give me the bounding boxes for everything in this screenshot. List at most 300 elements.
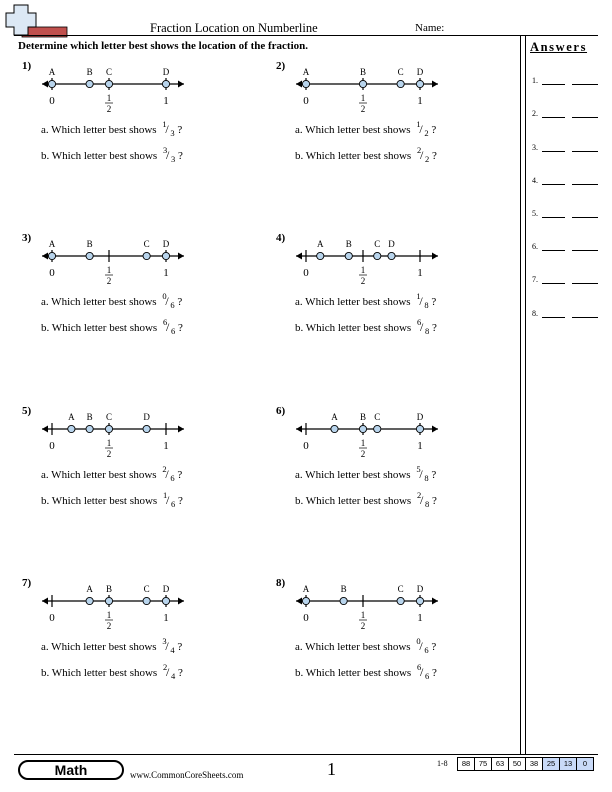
tick-label-zero: 0 [303,95,309,107]
page-number: 1 [327,759,336,779]
score-cell: 63 [491,757,509,771]
tick-label-zero: 0 [303,440,309,452]
question-text: b. Which letter best shows [295,667,412,679]
point-c [143,597,150,604]
question-mark: ? [177,667,183,679]
footer-rule [14,754,598,755]
question-mark: ? [177,469,183,481]
point-label-c: C [105,412,113,422]
point-label-a: A [317,239,324,249]
tick-label-half-denominator: 2 [360,621,366,631]
point-label-b: B [86,239,93,249]
right-arrow-icon [178,253,184,260]
answer-blank-b[interactable] [572,217,598,218]
fraction-denominator: 2 [424,154,430,164]
answer-number: 8. [532,309,538,318]
question-mark: ? [177,150,183,162]
fraction-denominator: 6 [170,499,176,509]
fraction-numerator: 2 [416,490,422,500]
question-b [41,490,183,509]
tick-label-zero: 0 [49,612,55,624]
fraction [416,145,432,164]
fraction-numerator: 3 [162,636,167,646]
fraction-numerator: 6 [416,317,422,327]
point-a [302,80,309,87]
fraction [162,490,178,509]
point-label-d: D [162,239,170,249]
score-cell: 88 [457,757,475,771]
fraction-numerator: 5 [416,464,421,474]
question-text: b. Which letter best shows [41,150,158,162]
left-arrow-icon [42,598,48,605]
tick-label-half-numerator: 1 [106,610,112,620]
point-c [397,597,404,604]
fraction-slash: / [165,122,169,136]
fraction-denominator: 3 [170,128,175,138]
score-cell: 75 [474,757,492,771]
tick-label-one: 1 [163,440,169,452]
point-c [105,425,112,432]
fraction-denominator: 6 [424,671,430,681]
tick-label-one: 1 [417,267,423,279]
answer-slot [532,109,538,118]
point-b [340,597,347,604]
fraction [162,317,178,336]
point-a [86,597,93,604]
question-text: a. Which letter best shows [295,469,411,481]
answer-blank-a[interactable] [542,250,565,251]
tick-label-one: 1 [417,440,423,452]
answer-blank-a[interactable] [542,217,565,218]
number-line [294,577,454,637]
right-arrow-icon [432,81,438,88]
fraction-numerator: 2 [162,464,167,474]
point-label-b: B [86,67,93,77]
question-mark: ? [177,124,183,136]
point-label-d: D [416,67,424,77]
number-line [40,232,200,292]
point-a [48,80,55,87]
fraction-slash: / [419,294,423,308]
tick-label-half-numerator: 1 [106,93,112,103]
problem-number: 6) [276,405,286,417]
left-arrow-icon [296,598,302,605]
fraction-numerator: 1 [416,119,421,129]
question-text: b. Which letter best shows [295,322,412,334]
footer-url: www.CommonCoreSheets.com [130,770,244,780]
tick-label-half-denominator: 2 [106,104,112,114]
point-d [143,425,150,432]
point-d [388,252,395,259]
fraction-slash: / [165,639,169,653]
answer-blank-b[interactable] [572,250,598,251]
problem-number: 3) [22,232,32,244]
point-label-b: B [345,239,352,249]
question-a [41,119,183,138]
question-a [295,464,437,483]
fraction [416,490,432,509]
fraction-denominator: 4 [170,671,176,681]
question-a [295,119,437,138]
fraction-slash: / [419,320,424,334]
right-arrow-icon [432,598,438,605]
tick-label-one: 1 [163,267,169,279]
problem-number: 2) [276,60,286,72]
problem-number: 7) [22,577,32,589]
fraction-denominator: 3 [170,154,176,164]
fraction-denominator: 6 [170,326,176,336]
number-line [40,405,200,465]
fraction [162,662,178,681]
point-label-a: A [48,239,56,249]
point-label-b: B [359,67,367,77]
fraction-slash: / [419,467,423,481]
question-a [41,291,183,310]
answer-slot [532,176,538,185]
point-label-d: D [143,412,150,422]
question-text: b. Which letter best shows [295,150,412,162]
problem [22,60,272,210]
score-range-label: 1-8 [437,759,448,768]
fraction [416,662,432,681]
point-b [86,80,93,87]
fraction-slash: / [165,467,169,481]
fraction [415,291,431,310]
answer-blank-a[interactable] [542,283,565,284]
fraction-numerator: 6 [162,317,168,327]
point-label-b: B [105,584,113,594]
fraction [162,145,178,164]
answer-number: 3. [532,143,538,152]
question-a [41,464,183,483]
left-arrow-icon [296,253,302,260]
fraction-denominator: 6 [424,645,429,655]
fraction-numerator: 1 [162,119,167,129]
point-label-c: C [143,239,150,249]
question-mark: ? [431,495,437,507]
point-a [331,425,338,432]
answer-blank-b[interactable] [572,184,598,185]
problem [276,405,526,555]
question-a [295,636,437,655]
question-b [41,145,183,164]
problem [22,577,272,727]
right-arrow-icon [432,253,438,260]
number-line [294,60,454,120]
question-text: a. Which letter best shows [41,641,157,653]
fraction-denominator: 2 [424,128,429,138]
problem [276,577,526,727]
point-label-c: C [374,412,381,422]
point-d [162,80,169,87]
point-label-a: A [68,412,75,422]
point-b [345,252,352,259]
answer-blank-a[interactable] [542,84,565,85]
point-d [416,80,423,87]
worksheet-title: Fraction Location on Numberline [150,21,318,35]
problem-number: 1) [22,60,32,72]
question-a [295,291,437,310]
point-a [302,597,309,604]
point-label-a: A [302,584,310,594]
problem-number: 8) [276,577,286,589]
tick-label-half-denominator: 2 [360,104,366,114]
question-mark: ? [177,296,183,308]
problem [276,232,526,382]
tick-label-half-denominator: 2 [360,449,366,459]
point-b [359,80,366,87]
question-text: b. Which letter best shows [41,322,158,334]
point-label-c: C [397,584,404,594]
question-text: b. Which letter best shows [41,667,158,679]
name-label: Name: [415,22,445,34]
question-text: b. Which letter best shows [41,495,158,507]
tick-label-one: 1 [417,612,423,624]
question-text: a. Which letter best shows [41,124,157,136]
fraction-numerator: 2 [416,145,422,155]
question-mark: ? [177,641,183,653]
answer-blank-a[interactable] [542,184,565,185]
tick-label-half-numerator: 1 [360,93,366,103]
answer-number: 7. [532,275,538,284]
answer-blank-b[interactable] [572,317,598,318]
question-b [295,490,437,509]
left-arrow-icon [296,426,302,433]
point-d [162,597,169,604]
right-arrow-icon [178,426,184,433]
question-text: b. Which letter best shows [295,495,412,507]
question-mark: ? [431,296,437,308]
tick-label-half-numerator: 1 [360,610,366,620]
answer-slot [532,76,538,85]
number-line [294,232,454,292]
answer-number: 6. [532,242,538,251]
number-line [40,577,200,637]
fraction-slash: / [165,320,170,334]
subject-badge: Math [18,760,124,780]
fraction-slash: / [165,294,169,308]
point-label-c: C [374,239,381,249]
fraction-numerator: 3 [162,145,168,155]
fraction-denominator: 6 [170,473,175,483]
point-label-a: A [331,412,338,422]
question-b [295,662,437,681]
answer-blank-b[interactable] [572,84,598,85]
fraction [161,464,177,483]
point-c [105,80,112,87]
tick-label-half-numerator: 1 [106,265,112,275]
right-arrow-icon [432,426,438,433]
answer-blank-b[interactable] [572,283,598,284]
question-text: a. Which letter best shows [41,296,157,308]
left-arrow-icon [42,81,48,88]
fraction-slash: / [419,148,424,162]
question-mark: ? [431,150,437,162]
tick-label-half-numerator: 1 [360,265,366,275]
fraction [415,636,431,655]
point-a [68,425,75,432]
question-a [41,636,183,655]
fraction [415,464,431,483]
fraction-numerator: 2 [162,662,168,672]
answer-number: 5. [532,209,538,218]
score-cell: 13 [559,757,577,771]
answer-number: 4. [532,176,538,185]
question-mark: ? [431,469,437,481]
tick-label-half-numerator: 1 [106,438,112,448]
fraction-numerator: 0 [162,291,167,301]
answers-title: Answers [530,40,588,54]
point-label-d: D [416,412,424,422]
question-text: a. Which letter best shows [41,469,157,481]
fraction-denominator: 4 [170,645,175,655]
problem [22,232,272,382]
point-a [48,252,55,259]
tick-label-half-denominator: 2 [106,621,112,631]
left-arrow-icon [296,81,302,88]
point-a [317,252,324,259]
point-label-b: B [340,584,347,594]
question-text: a. Which letter best shows [295,124,411,136]
point-c [374,252,381,259]
point-label-d: D [162,67,170,77]
fraction-denominator: 8 [424,499,430,509]
question-mark: ? [431,124,437,136]
fraction-slash: / [165,148,170,162]
answer-slot [532,275,538,284]
score-cell: 25 [542,757,560,771]
fraction-slash: / [419,639,423,653]
problem-number: 4) [276,232,286,244]
tick-label-half-numerator: 1 [360,438,366,448]
number-line [40,60,200,120]
question-mark: ? [431,641,437,653]
point-label-a: A [86,584,93,594]
point-b [105,597,112,604]
question-text: a. Which letter best shows [295,296,411,308]
worksheet-logo-icon [4,4,68,38]
score-cell: 38 [525,757,543,771]
answer-number: 2. [532,109,538,118]
point-b [359,425,366,432]
point-c [374,425,381,432]
fraction-denominator: 8 [424,300,429,310]
problem [22,405,272,555]
answer-blank-a[interactable] [542,317,565,318]
tick-label-zero: 0 [303,612,309,624]
answer-slot [532,143,538,152]
answer-blank-a[interactable] [542,117,565,118]
point-label-b: B [86,412,93,422]
question-mark: ? [177,495,183,507]
answer-blank-a[interactable] [542,151,565,152]
question-b [295,317,437,336]
fraction [161,291,177,310]
instructions: Determine which letter best shows the location of the fraction. [18,40,309,52]
score-table [458,757,594,771]
fraction [161,119,177,138]
tick-label-zero: 0 [49,95,55,107]
fraction-denominator: 6 [170,300,175,310]
fraction [416,317,432,336]
tick-label-zero: 0 [303,267,309,279]
point-label-d: D [162,584,170,594]
point-label-b: B [359,412,367,422]
left-arrow-icon [42,253,48,260]
answer-slot [532,209,538,218]
point-label-c: C [105,67,113,77]
question-b [295,145,437,164]
point-c [397,80,404,87]
fraction-numerator: 1 [162,490,168,500]
fraction-slash: / [165,493,170,507]
tick-label-one: 1 [163,95,169,107]
fraction [415,119,431,138]
question-b [41,662,183,681]
fraction-numerator: 1 [416,291,421,301]
question-b [41,317,183,336]
answer-number: 1. [532,76,538,85]
tick-label-one: 1 [417,95,423,107]
fraction-slash: / [419,665,424,679]
tick-label-half-denominator: 2 [360,276,366,286]
header-rule [14,35,598,36]
answer-blank-b[interactable] [572,117,598,118]
point-b [86,252,93,259]
score-cell: 50 [508,757,526,771]
point-b [86,425,93,432]
point-d [162,252,169,259]
problem [276,60,526,210]
point-label-d: D [416,584,424,594]
fraction-numerator: 6 [416,662,422,672]
fraction-denominator: 8 [424,473,429,483]
question-mark: ? [431,667,437,679]
answer-blank-b[interactable] [572,151,598,152]
fraction-numerator: 0 [416,636,421,646]
point-label-d: D [388,239,395,249]
tick-label-zero: 0 [49,440,55,452]
tick-label-zero: 0 [49,267,55,279]
problem-number: 5) [22,405,32,417]
fraction-denominator: 8 [424,326,430,336]
point-d [416,597,423,604]
number-line [294,405,454,465]
score-cell: 0 [576,757,594,771]
question-text: a. Which letter best shows [295,641,411,653]
tick-label-one: 1 [163,612,169,624]
fraction [161,636,177,655]
point-c [143,252,150,259]
point-label-a: A [48,67,56,77]
point-d [416,425,423,432]
question-mark: ? [431,322,437,334]
right-arrow-icon [178,598,184,605]
point-label-c: C [143,584,150,594]
fraction-slash: / [419,122,423,136]
question-mark: ? [177,322,183,334]
tick-label-half-denominator: 2 [106,449,112,459]
point-label-a: A [302,67,310,77]
answer-slot [532,309,538,318]
fraction-slash: / [165,665,170,679]
fraction-slash: / [419,493,424,507]
point-label-c: C [397,67,404,77]
tick-label-half-denominator: 2 [106,276,112,286]
left-arrow-icon [42,426,48,433]
right-arrow-icon [178,81,184,88]
answer-slot [532,242,538,251]
